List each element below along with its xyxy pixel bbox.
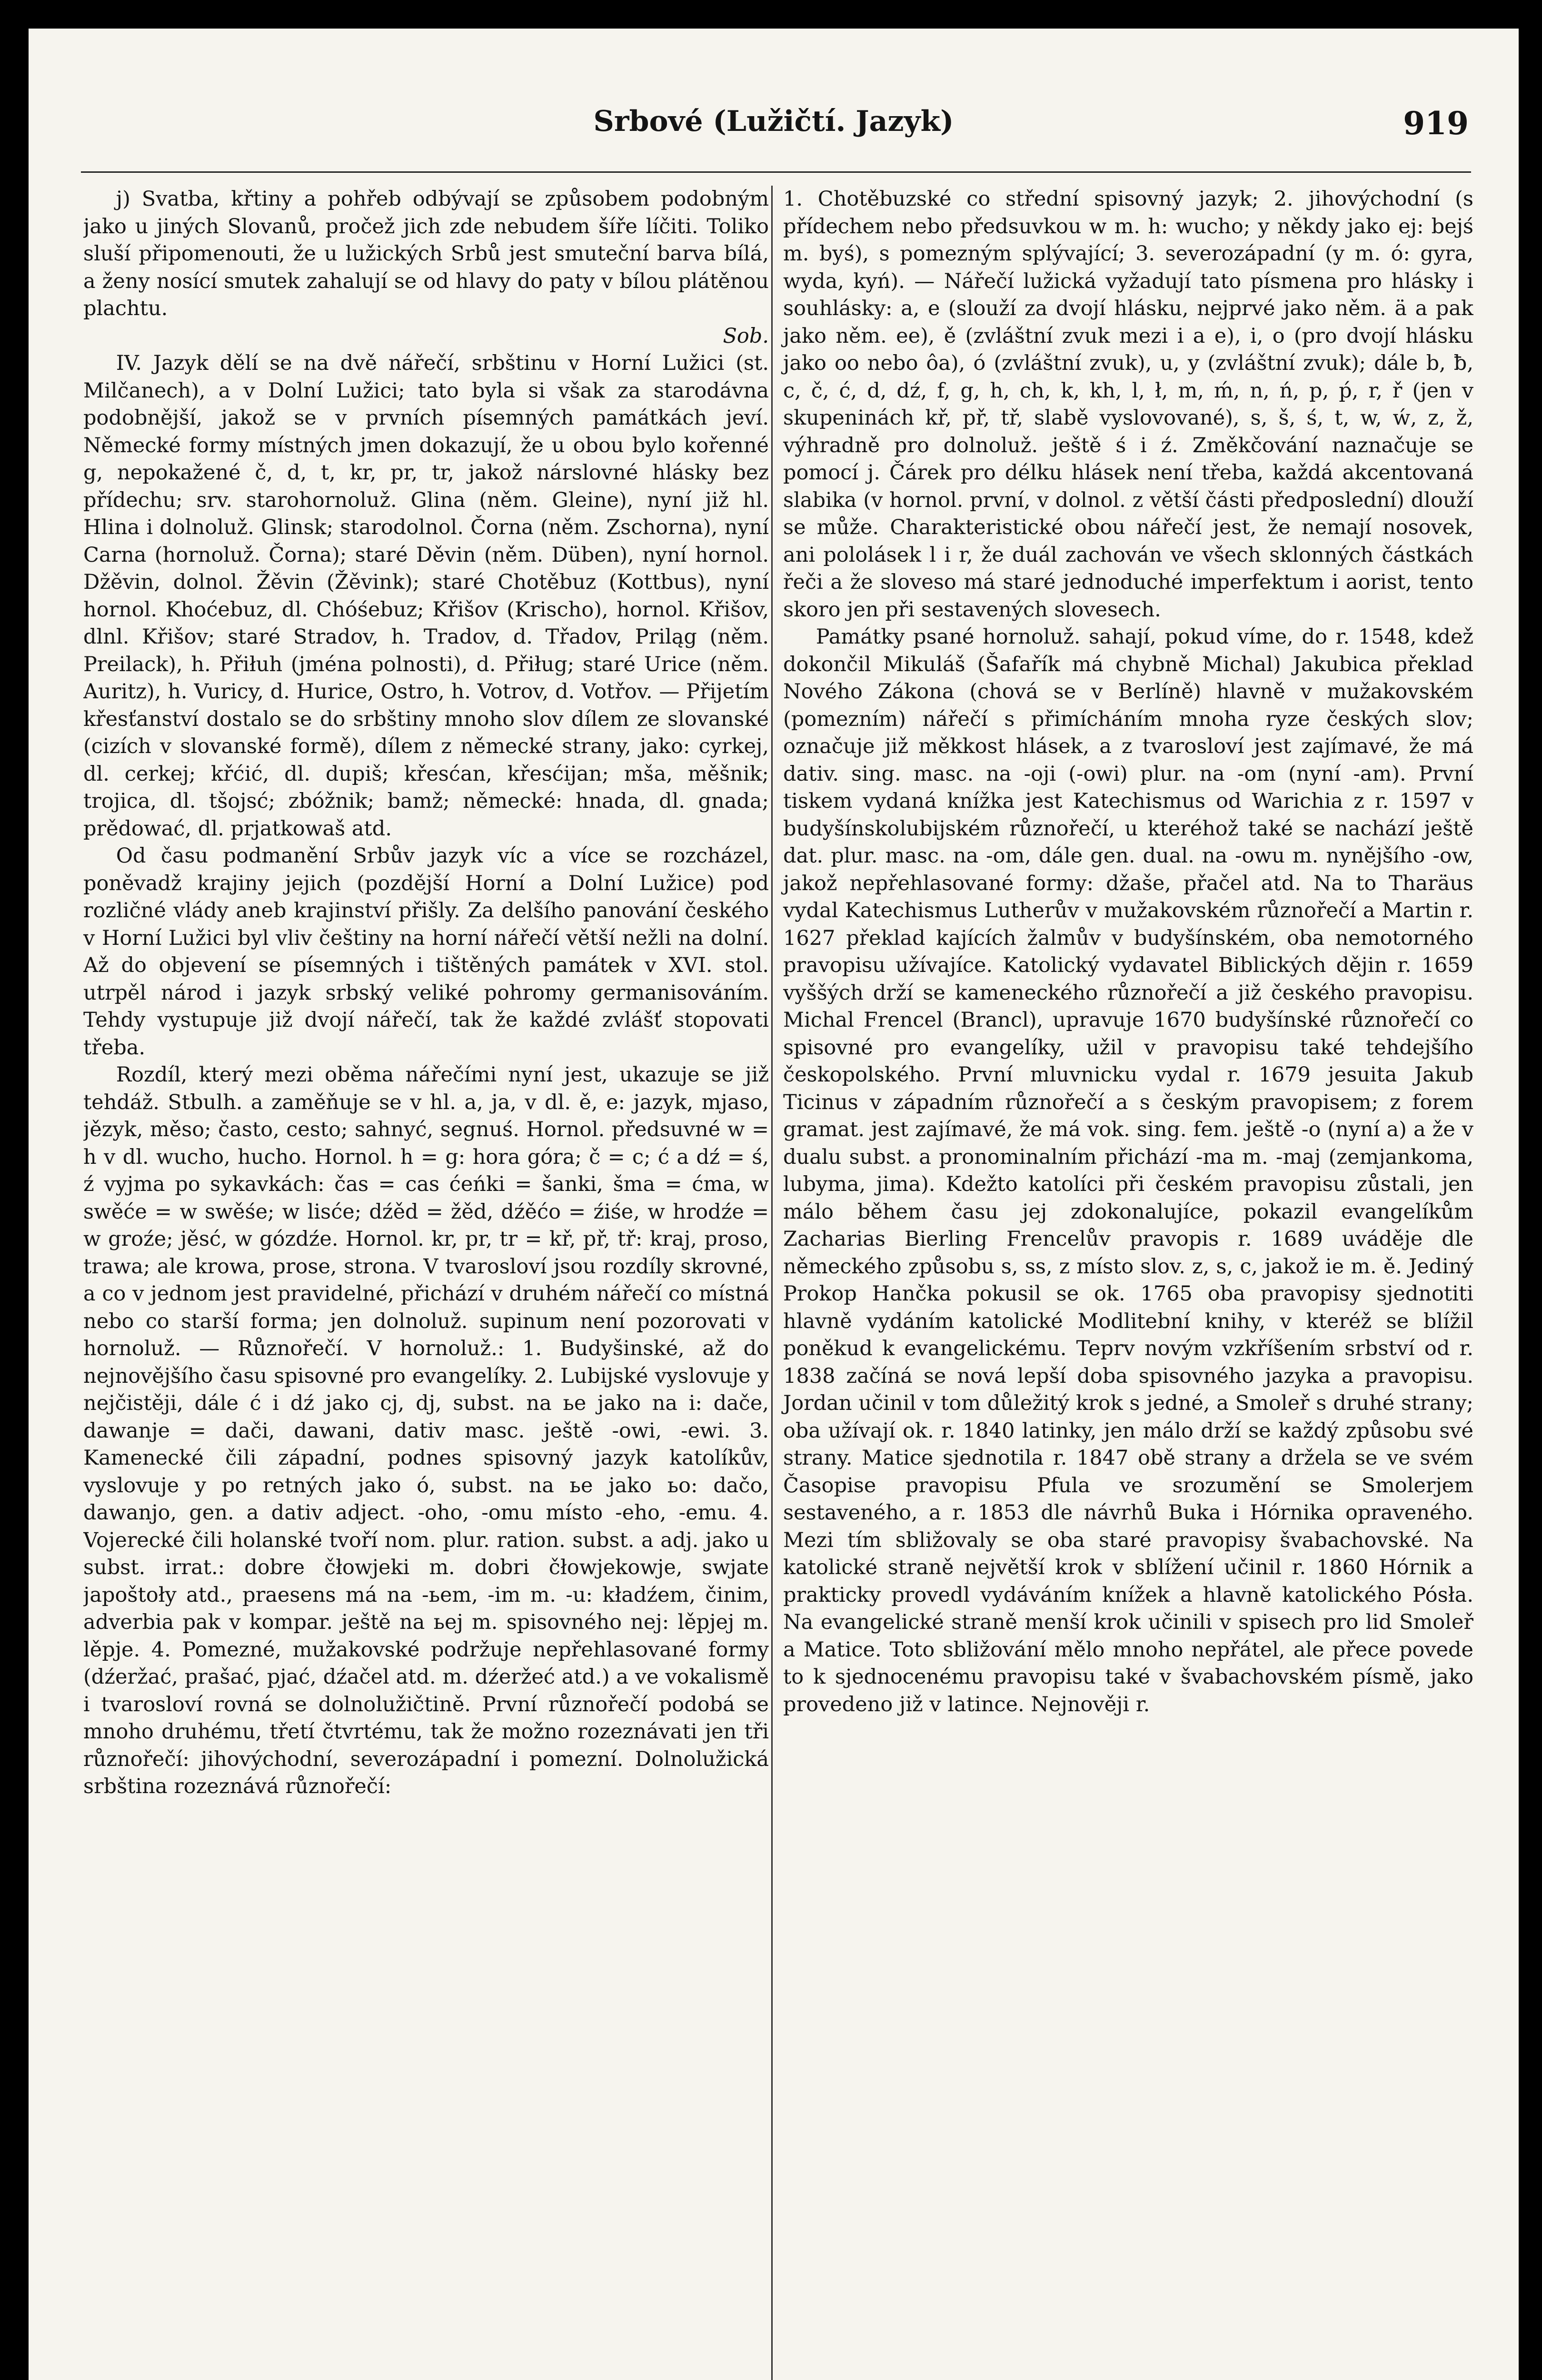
- right-column: [771, 186, 1473, 2380]
- book-page: [29, 29, 1519, 2380]
- paragraph-history: Od času podmanění Srbův jazyk víc a více se rozcházel, poněvadž krajiny jejich (pozdější Horní a Dolní Lužice) pod rozličné vlády aneb krajinství přišly. Za delšího panování českého v Horní Lužici byl vliv češtiny na horní nářečí větší nežli na dolní. Až do objevení se písemných i tištěných památek v XVI. stol. utrpěl národ i jazyk srbský veliké pohromy germanisováním. Tehdy vystupuje již dvojí nářečí, tak že každé zvlášť stopovati třeba.: [83, 844, 769, 1060]
- paragraph-dialects: Rozdíl, který mezi oběma nářečími nyní jest, ukazuje se již tehdáž. Stbulh. a zaměňuje se v hl. a, ja, v dl. ě, e: jazyk, mjaso, jězyk, měso; často, cesto; sahnyć, segnuś. Hornol. předsuvné w = h v dl. wucho, hucho. Hornol. h = g: hora góra; č = c; ć a dź = ś, ź vyjma po sykavkách: čas = cas ćeńki = šanki, šma = ćma, w swěće = w swěśe; w lisće; dźěd = žěd, dźěćo = źiśe, w hrodźe = w groźe; jěsć, w gózdźe. Hornol. kr, pr, tr = kř, př, tř: kraj, proso, trawa; ale krowa, prose, strona. V tvarosloví jsou rozdíly skrovné, a co v jednom jest pravidelné, přichází v druhém nářečí co místná nebo co starší forma; jen dolnoluž. supinum není pozorovati v hornoluž. — Různořečí. V hornoluž.: 1. Budyšinské, až do nejnovějšího času spisovné pro evangelíky. 2. Lubijské vyslovuje y nejčistěji, dále ć i dź jako cj, dj, subst. na ье jako na i: dače, dawanje = dači, dawani, dativ masc. ještě -owi, -ewi. 3. Kamenecké čili západní, podnes spisovný jazyk katolíkův, vyslovuje y po retných jako ó, subst. na ье jako ьо: dačo, dawanjo, gen. a dativ adject. -oho, -omu místo -eho, -emu. 4. Vojerecké čili holanské tvoří nom. plur. ration. subst. a adj. jako u subst. irrat.: dobre čłowjeki m. dobri čłowjekowje, swjate japoštoły atd., praesens má na -ьem, -im m. -u: kładźem, činim, adverbia pak v kompar. ještě na ьej m. spisovného nej: lěpjej m. lěpje. 4. Pomezné, mužakovské podržuje nepřehlasované formy (dźeržać, prašać, pjać, dźačel atd. m. dźeržeć atd.) a ve vokalismě i tvarosloví rovná se dolnolužičtině. První různořečí podobá se mnoho druhému, třetí čtvrtému, tak že možno rozeznávati jen tři různořečí: jihovýchodní, severozápadní i pomezní. Dolnolužická srbština rozeznává různořečí:: [83, 1063, 769, 1798]
- header-rule: [81, 171, 1471, 173]
- paragraph-monuments: Památky psané hornoluž. sahají, pokud víme, do r. 1548, kdež dokončil Mikuláš (Šafařík má chybně Michal) Jakubica překlad Nového Zákona (chová se v Berlíně) hlavně v mužakovském (pomezním) nářečí s přimícháním mnoha ryze českých slov; označuje již měkkost hlásek, a z tvarosloví jest zajímavé, že má dativ. sing. masc. na -oji (-owi) plur. na -om (nyní -am). První tiskem vydaná knížka jest Katechismus od Warichia z r. 1597 v budyšínskolubijském různořečí, u kteréhož také se nachází ještě dat. plur. masc. na -om, dále gen. dual. na -owu m. nynějšího -ow, jakož nepřehlasované formy: džaše, přačel atd. Na to Tharäus vydal Katechismus Lutherův v mužakovském různořečí a Martin r. 1627 překlad kajících žalmův v budyšínském, oba nemotorného pravopisu užívajíce. Katolický vydavatel Biblických dějin r. 1659 vyššých drží se kameneckého různořečí a již českého pravopisu. Michal Frencel (Brancl), upravuje 1670 budyšínské různořečí co spisovné pro evangelíky, užil v pravopisu také tehdejšího českopolského. První mluvnicku vydal r. 1679 jesuita Jakub Ticinus v západním různořečí a s českým pravopisem; z forem gramat. jest zajímavé, že má vok. sing. fem. ještě -o (nyní a) a že v dualu subst. a pronominalním přichází -ma m. -maj (zemjankoma, lubyma, jima). Kdežto katolíci při českém pravopisu zůstali, jen málo během času jej zdokonalujíce, pokazil evangelíkům Zacharias Bierling Frencelův pravopis r. 1689 uváděje dle německého způsobu s, ss, z místo slov. z, s, c, jakož ie m. ě. Jediný Prokop Hančka pokusil se ok. 1765 oba pravopisy sjednotiti hlavně vydáním katolické Modlitební knihy, v kteréž se blížil poněkud k evangelickému. Teprv novým vzkříšením srbství od r. 1838 začíná se nová lepší doba spisovného jazyka a pravopisu. Jordan učinil v tom důležitý krok s jedné, a Smoleř s druhé strany; oba užívají ok. r. 1840 latinky, jen málo drží se každý způsobu své strany. Matice sjednotila r. 1847 obě strany a držela se ve svém Časopise pravopisu Pfula ve srozumění se Smolerjem sestaveného, a r. 1853 dle návrhů Buka i Hórnika opraveného. Mezi tím sbližovaly se oba staré pravopisy švabachovské. Na katolické straně největší krok v sblížení učinil r. 1860 Hórnik a prakticky provedl vydáváním knížek a hlavně katolického Pósła. Na evangelické straně menší krok učinili v spisech pro lid Smoleř a Matice. Toto sbližování mělo mnoho nepřátel, ale přece povede to k sjednocenému pravopisu také v švabachovském písmě, jako provedeno již v latince. Nejnověji r.: [783, 625, 1473, 1716]
- author-signature: Sob.: [723, 324, 769, 348]
- signature-line: [83, 323, 769, 350]
- page-header: [29, 105, 1519, 162]
- paragraph-language: IV. Jazyk dělí se na dvě nářečí, srbštinu v Horní Lužici (st. Milčanech), a v Dolní Lužici; tato byla si však za starodávna podobnější, jakož se v prvních písemných památkách jeví. Německé formy místných jmen dokazují, že u obou bylo kořenné g, nepokažené č, d, t, kr, pr, tr, jakož nárslovné hlásky bez přídechu; srv. starohornoluž. Glina (něm. Gleine), nyní již hl. Hlina i dolnoluž. Glinsk; starodolnol. Čorna (něm. Zschorna), nyní Carna (hornoluž. Čorna); staré Děvin (něm. Düben), nyní hornol. Džěvin, dolnol. Žěvin (Žěvink); staré Chotěbuz (Kottbus), nyní hornol. Khoćebuz, dl. Chóśebuz; Křišov (Krischo), hornol. Křišov, dlnl. Křišov; staré Stradov, h. Tradov, d. Třadov, Priląg (něm. Preilack), h. Přiłuh (jména polnosti), d. Přiług; staré Urice (něm. Auritz), h. Vuricy, d. Hurice, Ostro, h. Votrov, d. Votřov. — Přijetím křesťanství dostalo se do srbštiny mnoho slov dílem ze slovanské (cizích v slovanské formě), dílem z německé strany, jako: cyrkej, dl. cerkej; křćić, dl. dupiš; křesćan, křesćijan; mša, měšnik; trojica, dl. tšojsć; zbóžnik; bamž; německé: hnada, dl. gnada; prědować, dl. prjatkowaš atd.: [83, 351, 769, 841]
- left-column: [83, 186, 769, 2380]
- paragraph-lower-dialects: 1. Chotěbuzské co střední spisovný jazyk; 2. jihovýchodní (s přídechem nebo předsuvkou w m. h: wucho; y někdy jako ej: bejś m. byś), s pomezným splývající; 3. severozápadní (y m. ó: gyra, wyda, kyń). — Nářečí lužická vyžadují tato písmena pro hlásky i souhlásky: a, e (slouží za dvojí hlásku, nejprvé jako něm. ä a pak jako něm. ee), ě (zvláštní zvuk mezi i a e), i, o (pro dvojí hlásku jako oo nebo ôa), ó (zvláštní zvuk), u, y (zvláštní zvuk); dále b, ƀ, c, č, ć, d, dź, f, g, h, ch, k, kh, l, ł, m, ḿ, n, ń, p, ṕ, r, ř (jen v skupeninách kř, př, tř, slabě vyslovované), s, š, ś, t, w, ẃ, z, ž, výhradně pro dolnoluž. ještě ś i ź. Změkčování naznačuje se pomocí j. Čárek pro délku hlásek není třeba, každá akcentovaná slabika (v hornol. první, v dolnol. z větší části předposlední) dlouží se může. Charakteristické obou nářečí jest, že nemají nosovek, ani pololásek l i r, že duál zachován ve všech sklonných částkách řeči a že sloveso má staré jednoduché imperfektum i aorist, tento skoro jen při sestavených slovesech.: [783, 187, 1473, 622]
- running-title: Srbové (Lužičtí. Jazyk): [593, 105, 954, 138]
- page-number: 919: [1403, 105, 1469, 142]
- paragraph-customs: j) Svatba, křtiny a pohřeb odbývají se způsobem podobným jako u jiných Slovanů, pročež jich zde nebudem šíře líčiti. Toliko sluší připomenouti, že u lužických Srbů jest smuteční barva bílá, a ženy nosící smutek zahalují se od hlavy do paty v bílou plátěnou plachtu.: [83, 187, 769, 320]
